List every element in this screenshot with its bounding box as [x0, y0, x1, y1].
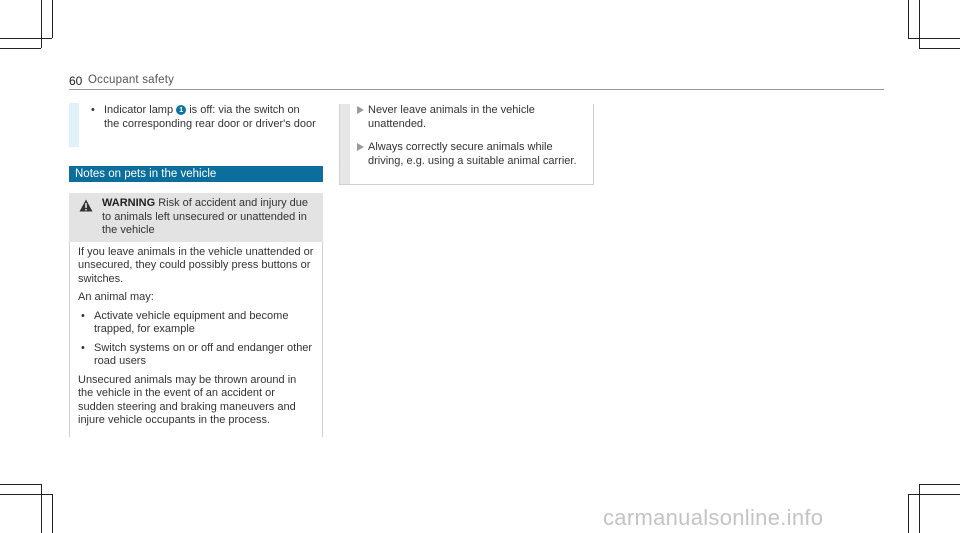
crop-mark — [919, 48, 960, 49]
warning-paragraph: An animal may: — [78, 291, 154, 303]
crop-mark — [908, 0, 909, 38]
bullet-text: Indicator lamp — [104, 104, 174, 116]
crop-mark — [908, 38, 960, 39]
arrow-right-icon — [357, 143, 364, 151]
bullet-text-rest: is off: via the switch on the corresponding rear door or driver's door — [104, 104, 316, 130]
list-item: • Activate vehicle equipment and become trapped, for example — [78, 310, 314, 337]
page-section-title: Occupant safety — [88, 74, 175, 86]
crop-mark — [908, 494, 909, 533]
instructions-box — [339, 104, 594, 185]
crop-mark — [0, 38, 52, 39]
instruction-text: Never leave animals in the vehicle unattended. — [368, 104, 535, 130]
header-divider — [69, 89, 884, 90]
crop-mark — [908, 494, 960, 495]
arrow-right-icon — [357, 106, 364, 114]
instruction-step — [340, 141, 583, 168]
crop-mark — [919, 0, 920, 48]
warning-headline: Risk of accident and injury due to animals left unsecured or unattended in the vehicle — [102, 197, 309, 236]
section-heading: Notes on pets in the vehicle — [69, 166, 323, 182]
page-number: 60 — [69, 74, 83, 88]
warning-box — [69, 193, 323, 437]
crop-mark — [41, 484, 42, 533]
list-item: • Switch systems on or off and endanger other road users — [78, 342, 314, 369]
watermark-text: carmanualsonline.info — [603, 505, 824, 530]
side-tab-marker — [69, 103, 79, 147]
crop-mark — [52, 494, 53, 533]
instruction-text: Always correctly secure animals while driving, e.g. using a suitable animal carrier. — [368, 141, 577, 167]
crop-mark — [52, 0, 53, 38]
crop-mark — [0, 484, 41, 485]
crop-mark — [0, 48, 41, 49]
crop-mark — [41, 0, 42, 48]
crop-mark — [0, 494, 52, 495]
warning-label: WARNING — [102, 197, 156, 209]
crop-mark — [919, 484, 960, 485]
warning-header — [69, 193, 323, 242]
warning-paragraph: If you leave animals in the vehicle unattended or unsecured, they could possibly press buttons or switches. — [78, 245, 314, 285]
warning-list — [78, 310, 314, 369]
instructions-frame — [339, 104, 594, 185]
warning-body — [69, 242, 323, 437]
callout-number-badge: 1 — [176, 105, 186, 115]
list-item — [88, 104, 318, 131]
continuation-list — [88, 104, 318, 131]
warning-paragraph: Unsecured animals may be thrown around in the vehicle in the event of an accident or sudden steering and braking maneuvers and injure vehicle occupants in the process. — [78, 373, 297, 426]
warning-triangle-icon — [79, 199, 93, 217]
crop-mark — [919, 484, 920, 533]
instruction-step — [340, 104, 583, 131]
